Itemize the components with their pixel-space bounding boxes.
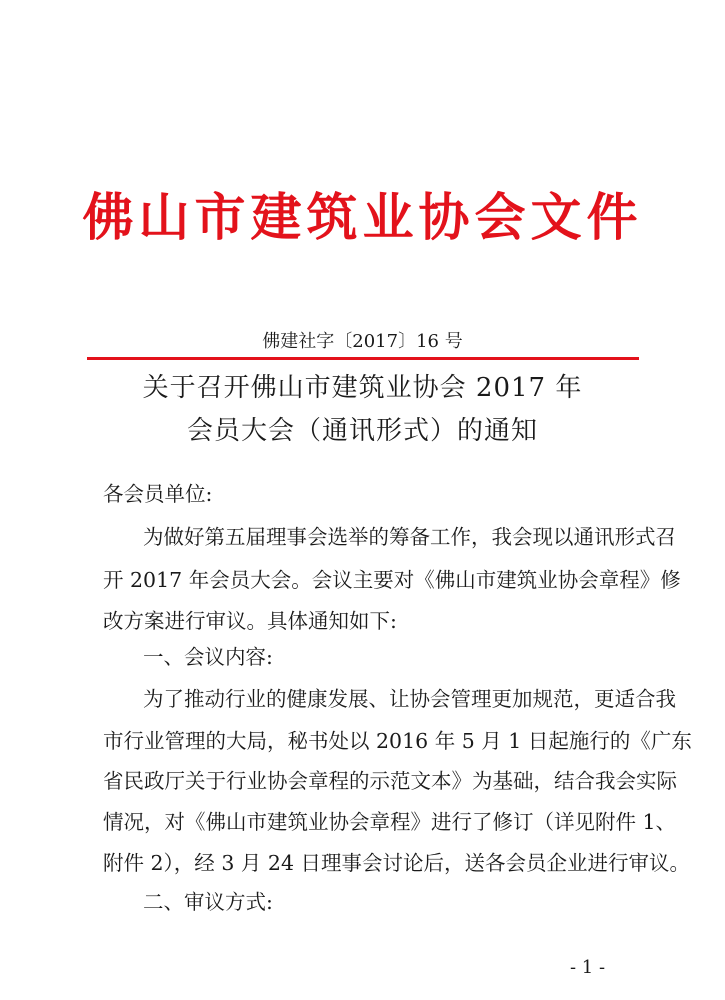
page-number: - 1 - — [570, 957, 606, 978]
paragraph-2-line-5: 附件 2），经 3 月 24 日理事会讨论后，送各会员企业进行审议。 — [103, 851, 691, 875]
salutation: 各会员单位: — [103, 482, 213, 506]
paragraph-1-line-3: 改方案进行审议。具体通知如下: — [103, 609, 397, 633]
notice-title-line-2: 会员大会（通讯形式）的通知 — [186, 416, 538, 446]
paragraph-2-line-4: 情况，对《佛山市建筑业协会章程》进行了修订（详见附件 1、 — [103, 810, 677, 834]
red-divider-rule — [87, 357, 639, 360]
paragraph-2-line-1: 为了推动行业的健康发展、让协会管理更加规范，更适合我 — [143, 687, 676, 711]
paragraph-2-line-2: 市行业管理的大局，秘书处以 2016 年 5 月 1 日起施行的《广东 — [103, 729, 692, 753]
paragraph-2-line-3: 省民政厅关于行业协会章程的示范文本》为基础，结合我会实际 — [103, 769, 677, 793]
org-header-title: 佛山市建筑业协会文件 — [82, 189, 643, 248]
paragraph-1-line-2: 开 2017 年会员大会。会议主要对《佛山市建筑业协会章程》修 — [103, 568, 681, 592]
notice-title-line-1: 关于召开佛山市建筑业协会 2017 年 — [142, 373, 583, 403]
section-1-heading: 一、会议内容: — [143, 645, 273, 669]
section-2-heading: 二、审议方式: — [143, 890, 273, 914]
document-number: 佛建社字〔2017〕16 号 — [262, 331, 463, 352]
paragraph-1-line-1: 为做好第五届理事会选举的筹备工作，我会现以通讯形式召 — [143, 525, 676, 549]
